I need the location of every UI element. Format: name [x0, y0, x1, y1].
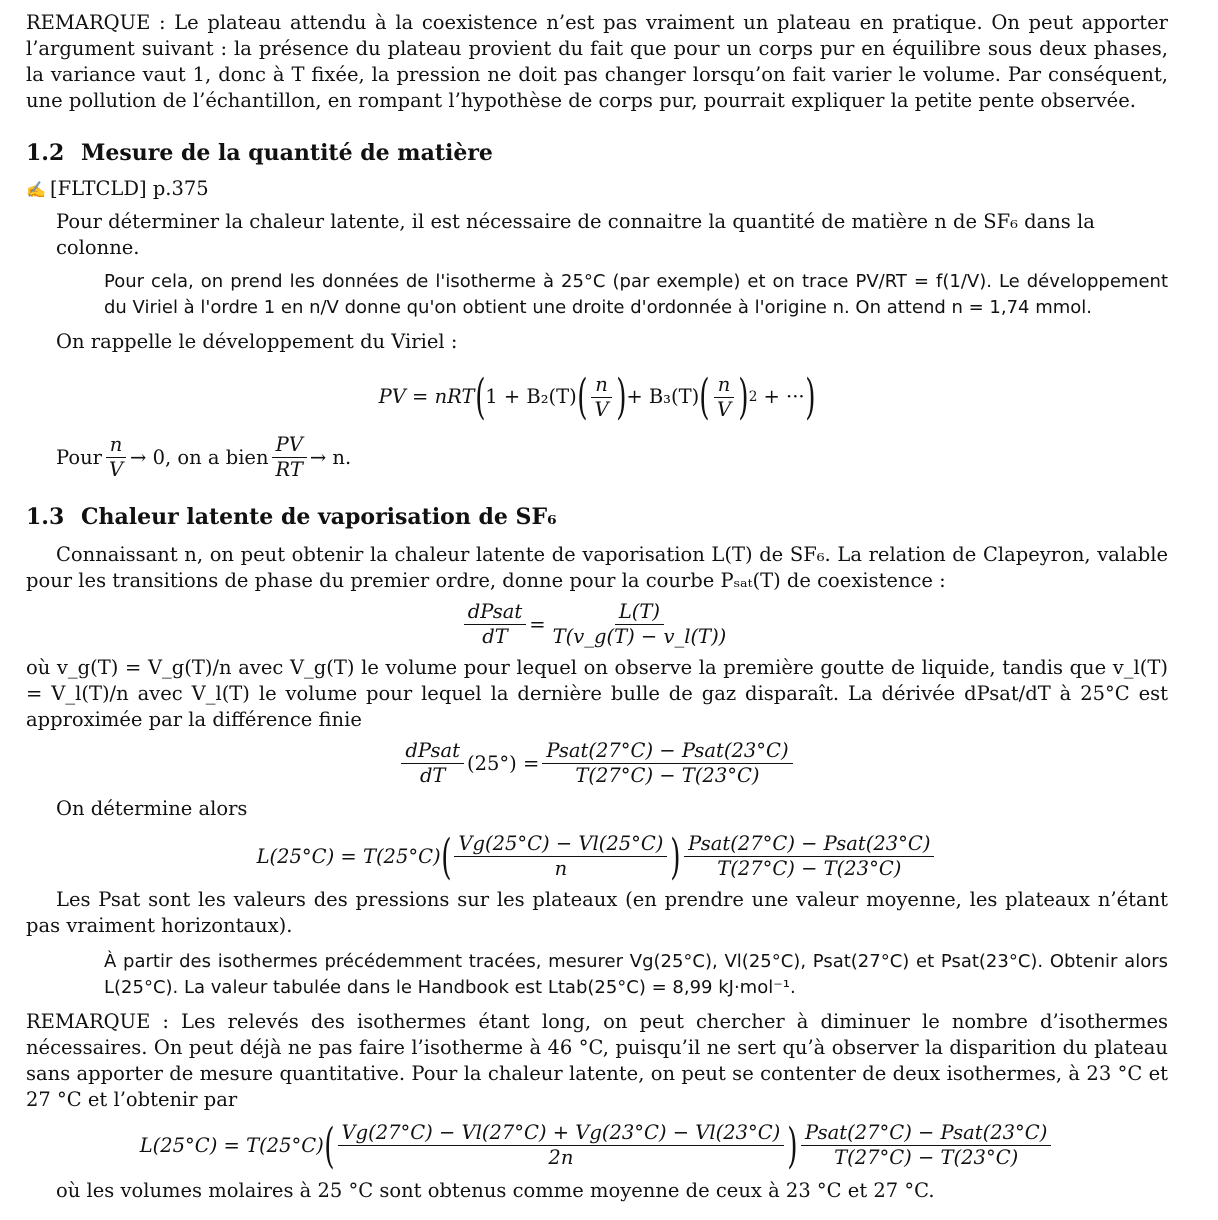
paragraph-clapeyron: Connaissant n, on peut obtenir la chaleur latente de vaporisation L(T) de SF₆. La relation de Clapeyron, valable pour les transitions de phase du premier ordre, donne pour la courbe Pₛₐₜ(T) de coexistence :: [26, 543, 1168, 592]
section-title: Chaleur latente de vaporisation de SF₆: [81, 504, 557, 530]
eq-viriel-left: PV = nRT: [378, 385, 475, 408]
equation-viriel: PV = nRT ( 1 + B₂(T) ( $\frac{n}{V}$ ) + B₃(T) ( $\frac{n}{V}$ ) 2 + ··· ): [378, 369, 816, 425]
paragraph-quantite: Pour déterminer la chaleur latente, il est nécessaire de connaitre la quantité de matière n de SF₆ dans la colonne.: [56, 210, 1095, 259]
instruction-paragraph-isotherme: Pour cela, on prend les données de l'isotherme à 25°C (par exemple) et on trace PV/RT = f(1/V). Le développement du Viriel à l'ordre 1 en n/V donne qu'on obtient une droite d'ordonnée à l'origine n. On attend n = 1,74 mmol.: [104, 271, 1168, 318]
paragraph-determine: On détermine alors: [56, 797, 248, 820]
paragraph-psat: Les Psat sont les valeurs des pressions sur les plateaux (en prendre une valeur moyenne, les plateaux n’étant pas vraiment horizontaux).: [26, 888, 1168, 937]
paren-open: (: [474, 369, 486, 425]
eq-viriel-term2: + B₃(T): [626, 385, 700, 408]
reference-text: [FLTCLD] p.375: [50, 177, 209, 200]
pen-icon: ✍: [26, 180, 46, 199]
section-number: 1.3: [26, 504, 65, 530]
fraction-n-over-v: $\frac{n}{V}$: [590, 373, 612, 422]
remark-paragraph-2: REMARQUE : Les relevés des isothermes étant long, on peut chercher à diminuer le nombre d’isothermes nécessaires. On peut déjà ne pas faire l’isotherme à 46 °C, puisqu’il ne sert qu’à observer la disparition du plateau sans apporter de mesure quantitative. Pour la chaleur latente, on peut se contenter de deux isothermes, à 23 °C et 27 °C et l’obtenir par: [26, 1010, 1168, 1111]
fraction-n-over-v-2: $\frac{n}{V}$: [713, 373, 735, 422]
limit-statement: Pour $\frac{n}{V}$ → 0, on a bien $\frac{PV}{RT}$ → n.: [56, 433, 352, 481]
paren-close: ): [804, 369, 816, 425]
instruction-paragraph-mesure: À partir des isothermes précédemment tracées, mesurer Vg(25°C), Vl(25°C), Psat(27°C) et Psat(23°C). Obtenir alors L(25°C). La valeur tabulée dans le Handbook est Ltab(25°C) = 8,99 kJ·mol⁻¹.: [104, 951, 1168, 998]
section-heading-1-2: [26, 138, 1168, 168]
final-paragraph: où les volumes molaires à 25 °C sont obtenus comme moyenne de ceux à 23 °C et 27 °C.: [56, 1179, 935, 1202]
eq-viriel-end: + ···: [763, 385, 805, 408]
equation-latent-heat-1: L(25°C) = T(25°C) ( $\frac{Vg(25^\circ C) - Vl(25^\circ C)}{n}$ ) $\frac{\text{Psat(27°C) − Psat(23°C)}}{T(27^\circ C) - T(23^\circ C)}$: [26, 832, 1168, 881]
reference-line: [26, 176, 1168, 203]
document-page: [26, 10, 1168, 1204]
paragraph-volumes: où v_g(T) = V_g(T)/n avec V_g(T) le volume pour lequel on observe la première goutte de liquide, tandis que v_l(T) = V_l(T)/n avec V_l(T) le volume pour lequel la dernière bulle de gaz disparaît. La dérivée dPsat/dT à 25°C est approximée par la différence finie: [26, 656, 1168, 731]
remark-paragraph-1: REMARQUE : Le plateau attendu à la coexistence n’est pas vraiment un plateau en pratique. On peut apporter l’argument suivant : la présence du plateau provient du fait que pour un corps pur en équilibre sous deux phases, la variance vaut 1, donc à T fixée, la pression ne doit pas changer lorsqu’on fait varier le volume. Par conséquent, une pollution de l’échantillon, en rompant l’hypothèse de corps pur, pourrait expliquer la petite pente observée.: [26, 11, 1168, 112]
eq-viriel-term1: 1 + B₂(T): [485, 385, 577, 408]
equation-latent-heat-2: L(25°C) = T(25°C) ( $\frac{Vg(27^\circ C) - Vl(27^\circ C) + Vg(23^\circ C) - Vl(23^\circ C)}{2n}$ ) $\frac{\text{Psat(27°C) − Psat(23°C)}}{T(27^\circ C) - T(23^\circ C)}$: [26, 1121, 1168, 1170]
paragraph-viriel-intro: On rappelle le développement du Viriel :: [56, 330, 458, 353]
section-heading-1-3: [26, 502, 1168, 532]
equation-derivative: $\frac{\text{dPsat}}{dT}$ (25°) = $\frac{\text{Psat(27°C) − Psat(23°C)}}{T(27^\circ C) - T(23^\circ C)}$: [26, 739, 1168, 788]
section-number: 1.2: [26, 140, 65, 166]
section-title: Mesure de la quantité de matière: [81, 140, 493, 166]
equation-clapeyron: $\frac{\text{dPsat}}{dT}$ = $\frac{L(T)}{T(v\_g(T) - v\_l(T))}$: [26, 600, 1168, 649]
